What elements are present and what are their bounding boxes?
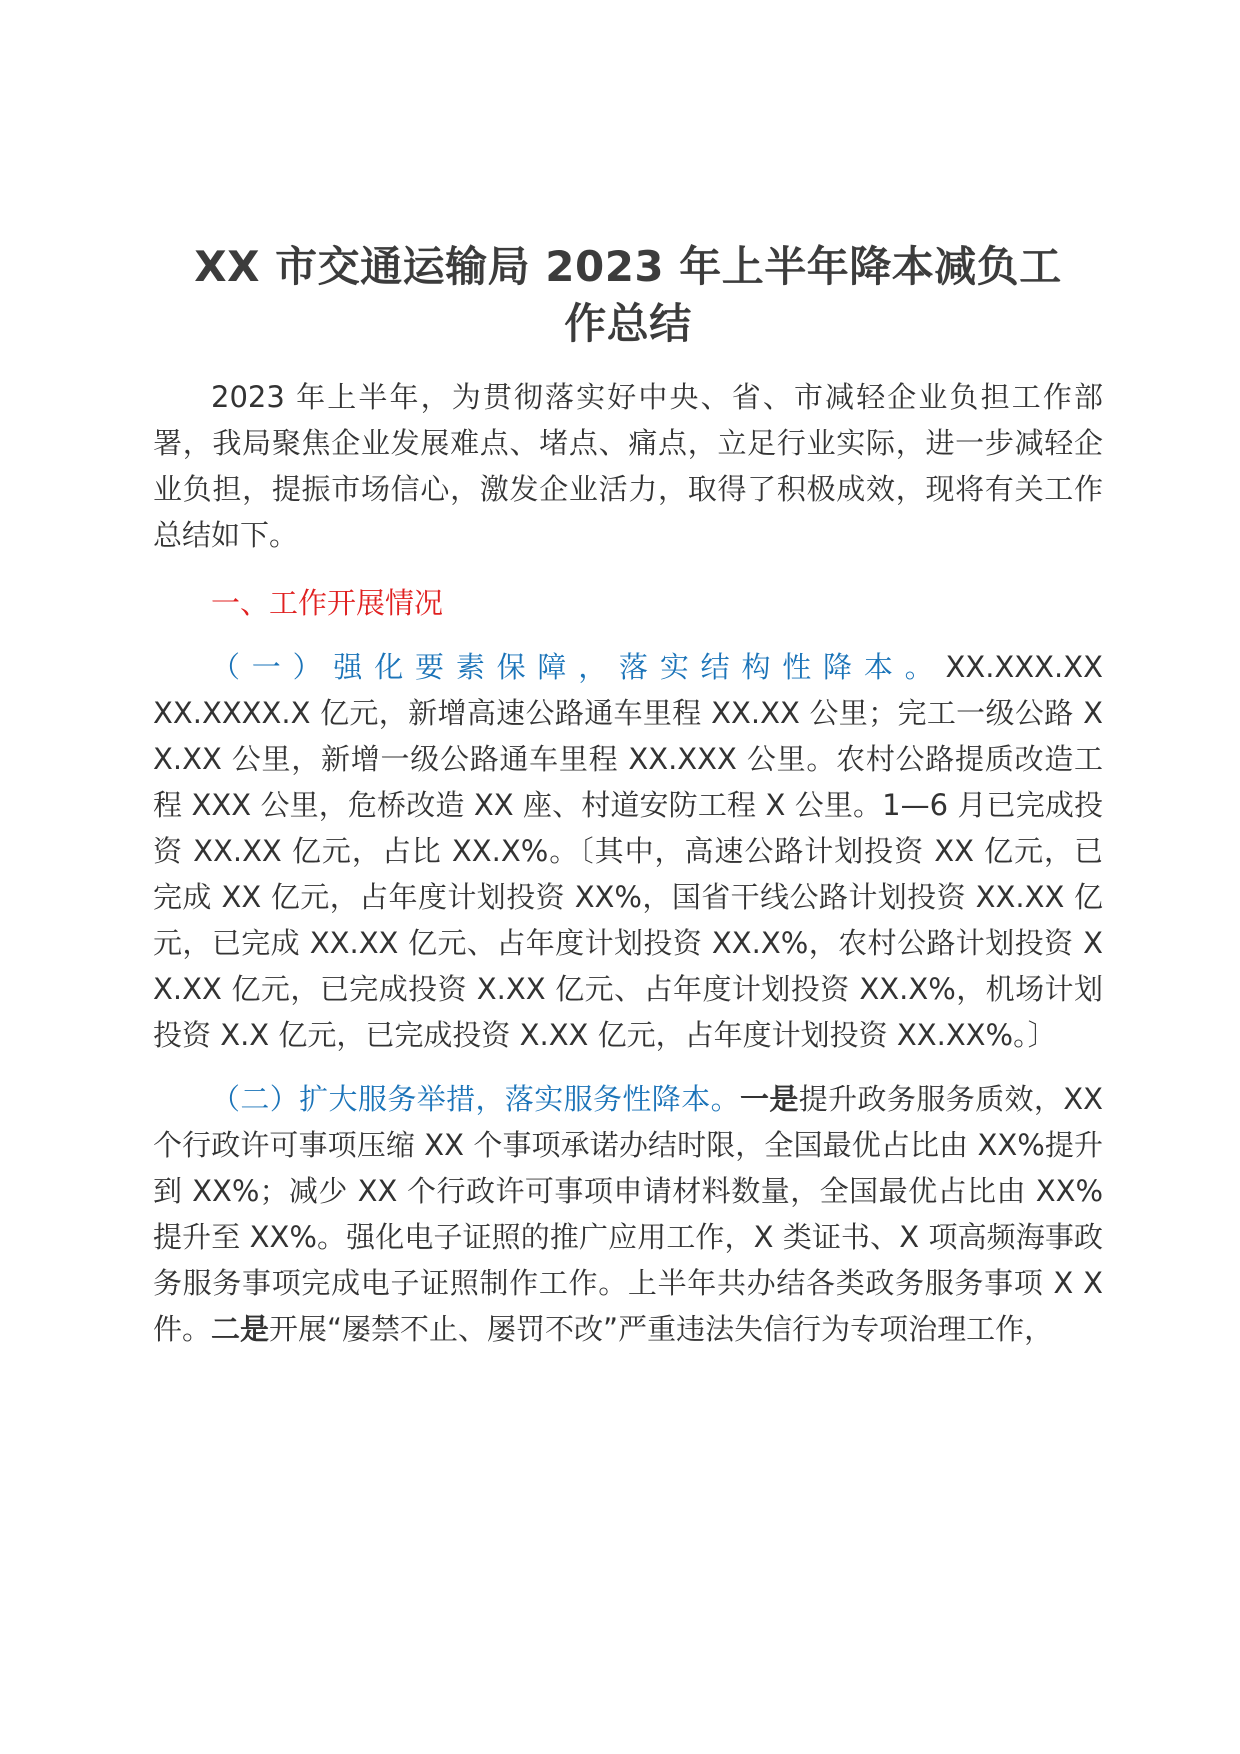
subsection-2-heading: （二）扩大服务举措，落实服务性降本。 [211, 1082, 740, 1116]
intro-paragraph: 2023 年上半年，为贯彻落实好中央、省、市减轻企业负担工作部署，我局聚焦企业发展难点、堵点、痛点，立足行业实际，进一步减轻企业负担，提振市场信心，激发企业活力，取得了积极成效，现将有关工作总结如下。 [153, 380, 1103, 552]
subsection-2-body-1: 提升政务服务质效，XX 个行政许可事项压缩 XX 个事项承诺办结时限，全国最优占比由 XX%提升到 XX%；减少 XX 个行政许可事项申请材料数量，全国最优占比由 XX%提升至 XX%。强化电子证照的推广应用工作，X 类证书、X 项高频海事政务服务事项完成电子证照制作工作。上半年共办结各类政务服务事项 X X 件。 [153, 1082, 1103, 1346]
subsection-2-paragraph [153, 1076, 1103, 1352]
subsection-2-body-2: 开展“屡禁不止、屡罚不改”严重违法失信行为专项治理工作， [269, 1312, 1054, 1346]
subsection-2-key-2: 二是 [211, 1312, 270, 1346]
document-title-line-1: XX 市交通运输局 2023 年上半年降本减负工 [194, 242, 1062, 291]
section-heading-work-progress: 一、工作开展情况 [211, 586, 444, 620]
subsection-1-body: XX.XXX.XXXX.XXXX.X 亿元，新增高速公路通车里程 XX.XX 公里；完工一级公路 XX.XX 公里，新增一级公路通车里程 XX.XXX 公里。农村公路提质改造工程 XXX 公里，危桥改造 XX 座、村道安防工程 X 公里。1—6 月已完成投资 XX.XX 亿元，占比 XX.X%。〔其中，高速公路计划投资 XX 亿元，已完成 XX 亿元，占年度计划投资 XX%，国省干线公路计划投资 XX.XX 亿元，已完成 XX.XX 亿元、占年度计划投资 XX.X%，农村公路计划投资 XX.XX 亿元，已完成投资 X.XX 亿元、占年度计划投资 XX.X%，机场计划投资 X.X 亿元，已完成投资 X.XX 亿元，占年度计划投资 XX.XX%。〕 [153, 650, 1103, 1052]
subsection-2-key-1: 一是 [739, 1082, 799, 1116]
subsection-1-heading: （一）强化要素保障，落实结构性降本。 [211, 650, 946, 684]
document-title-line-2: 作总结 [564, 299, 692, 348]
document-title [153, 238, 1103, 352]
document-body [153, 238, 1103, 1352]
subsection-1-paragraph [153, 644, 1103, 1058]
